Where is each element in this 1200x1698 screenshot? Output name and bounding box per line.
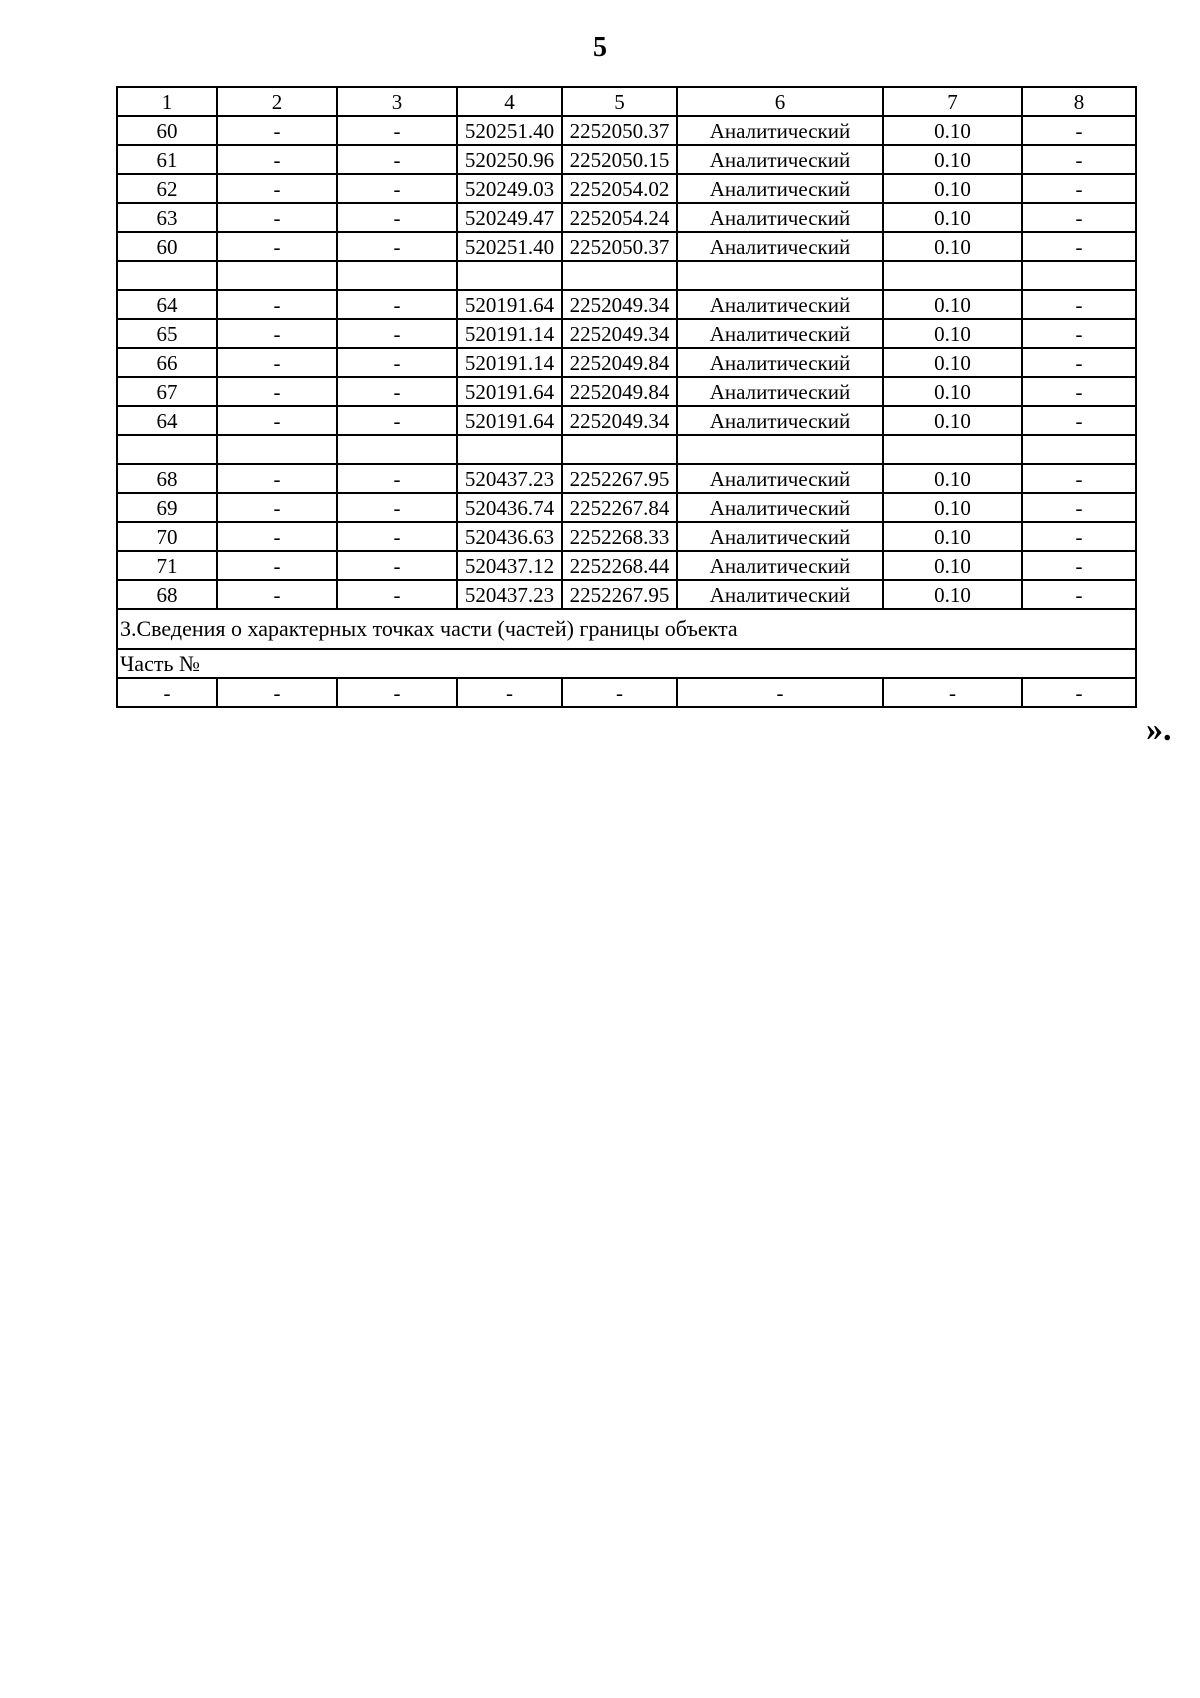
- table-row: [117, 580, 1136, 609]
- table-cell-col-6: Аналитический: [677, 580, 883, 609]
- table-spacer-row: [117, 261, 1136, 290]
- table-cell-col-3: -: [337, 174, 457, 203]
- table-cell-col-2: 2: [217, 87, 337, 116]
- table-cell-col-4: 520250.96: [457, 145, 562, 174]
- table-row: [117, 174, 1136, 203]
- table-row: [117, 290, 1136, 319]
- table-cell-col-2: -: [217, 174, 337, 203]
- table-empty-cell: [883, 261, 1022, 290]
- table-cell-col-7: 0.10: [883, 174, 1022, 203]
- table-cell-col-8: -: [1022, 493, 1136, 522]
- table-cell-col-1: 63: [117, 203, 217, 232]
- table-cell-col-4: 4: [457, 87, 562, 116]
- table-cell-col-5: 2252050.37: [562, 116, 677, 145]
- table-cell-col-3: -: [337, 678, 457, 707]
- table-cell-col-6: Аналитический: [677, 522, 883, 551]
- table-cell-col-5: -: [562, 678, 677, 707]
- table-cell-col-7: 0.10: [883, 319, 1022, 348]
- closing-quote-mark: ».: [1146, 711, 1172, 748]
- table-cell-col-3: -: [337, 580, 457, 609]
- table-cell-col-1: 67: [117, 377, 217, 406]
- table-cell-col-2: -: [217, 116, 337, 145]
- table-cell-col-3: -: [337, 522, 457, 551]
- table-cell-col-7: 0.10: [883, 551, 1022, 580]
- table-cell-col-1: 68: [117, 580, 217, 609]
- table-cell-col-3: -: [337, 116, 457, 145]
- table-cell-col-7: 0.10: [883, 232, 1022, 261]
- table-cell-col-3: -: [337, 290, 457, 319]
- table-cell-col-1: 1: [117, 87, 217, 116]
- table-empty-cell: [562, 435, 677, 464]
- table-row: [117, 522, 1136, 551]
- table-cell-col-5: 2252049.84: [562, 348, 677, 377]
- table-final-row: [117, 678, 1136, 707]
- table-cell-col-1: 65: [117, 319, 217, 348]
- table-cell-col-3: -: [337, 377, 457, 406]
- section-title-row: [117, 609, 1136, 649]
- table-cell-col-5: 5: [562, 87, 677, 116]
- table-cell-col-1: 64: [117, 406, 217, 435]
- table-spacer-row: [117, 435, 1136, 464]
- table-cell-col-8: -: [1022, 203, 1136, 232]
- table-cell-col-7: 7: [883, 87, 1022, 116]
- table-cell-col-8: -: [1022, 377, 1136, 406]
- table-cell-col-4: 520436.74: [457, 493, 562, 522]
- table-cell-col-8: -: [1022, 551, 1136, 580]
- table-cell-col-3: -: [337, 348, 457, 377]
- table-cell-col-2: -: [217, 678, 337, 707]
- table-empty-cell: [562, 261, 677, 290]
- table-row: [117, 116, 1136, 145]
- table-row: [117, 203, 1136, 232]
- table-cell-col-5: 2252267.95: [562, 580, 677, 609]
- table-cell-col-5: 2252050.37: [562, 232, 677, 261]
- table-empty-cell: [1022, 261, 1136, 290]
- table-cell-col-5: 2252054.02: [562, 174, 677, 203]
- table-cell-col-3: -: [337, 232, 457, 261]
- table-cell-col-4: 520437.12: [457, 551, 562, 580]
- section-title: 3.Сведения о характерных точках части (частей) границы объекта: [117, 609, 1136, 649]
- table-cell-col-6: Аналитический: [677, 493, 883, 522]
- table-cell-col-1: 60: [117, 232, 217, 261]
- table-cell-col-8: -: [1022, 522, 1136, 551]
- table-cell-col-4: 520249.47: [457, 203, 562, 232]
- table-cell-col-3: -: [337, 319, 457, 348]
- table-cell-col-4: 520191.64: [457, 290, 562, 319]
- table-cell-col-5: 2252267.95: [562, 464, 677, 493]
- table-cell-col-6: Аналитический: [677, 319, 883, 348]
- table-cell-col-2: -: [217, 290, 337, 319]
- table-cell-col-2: -: [217, 580, 337, 609]
- table-empty-cell: [117, 261, 217, 290]
- table-cell-col-3: -: [337, 406, 457, 435]
- table-cell-col-6: Аналитический: [677, 464, 883, 493]
- table-cell-col-6: Аналитический: [677, 406, 883, 435]
- table-empty-cell: [677, 435, 883, 464]
- table-cell-col-6: Аналитический: [677, 232, 883, 261]
- table-cell-col-8: -: [1022, 116, 1136, 145]
- table-cell-col-6: Аналитический: [677, 551, 883, 580]
- table-row: [117, 348, 1136, 377]
- table-cell-col-4: 520251.40: [457, 116, 562, 145]
- table-cell-col-6: Аналитический: [677, 290, 883, 319]
- part-label: Часть №: [117, 649, 1136, 678]
- table-cell-col-7: 0.10: [883, 203, 1022, 232]
- table-empty-cell: [117, 435, 217, 464]
- table-empty-cell: [1022, 435, 1136, 464]
- table-cell-col-5: 2252049.84: [562, 377, 677, 406]
- table-empty-cell: [677, 261, 883, 290]
- table-cell-col-7: 0.10: [883, 348, 1022, 377]
- table-row: [117, 377, 1136, 406]
- table-cell-col-5: 2252268.44: [562, 551, 677, 580]
- table-cell-col-1: 69: [117, 493, 217, 522]
- table-cell-col-1: 62: [117, 174, 217, 203]
- table-cell-col-7: 0.10: [883, 145, 1022, 174]
- table-cell-col-6: Аналитический: [677, 116, 883, 145]
- table-cell-col-1: 71: [117, 551, 217, 580]
- table-header-row: [117, 87, 1136, 116]
- table-cell-col-6: Аналитический: [677, 203, 883, 232]
- table-cell-col-2: -: [217, 232, 337, 261]
- table-cell-col-7: -: [883, 678, 1022, 707]
- table-cell-col-2: -: [217, 145, 337, 174]
- table-cell-col-6: Аналитический: [677, 145, 883, 174]
- table-cell-col-1: -: [117, 678, 217, 707]
- table-cell-col-8: -: [1022, 145, 1136, 174]
- table-cell-col-1: 68: [117, 464, 217, 493]
- table-empty-cell: [217, 435, 337, 464]
- table-cell-col-5: 2252049.34: [562, 406, 677, 435]
- table-cell-col-3: -: [337, 493, 457, 522]
- table-cell-col-8: 8: [1022, 87, 1136, 116]
- part-label-row: [117, 649, 1136, 678]
- table-cell-col-2: -: [217, 203, 337, 232]
- table-row: [117, 464, 1136, 493]
- table-cell-col-6: Аналитический: [677, 377, 883, 406]
- table-row: [117, 406, 1136, 435]
- table-cell-col-2: -: [217, 464, 337, 493]
- table-cell-col-4: 520191.64: [457, 377, 562, 406]
- table-cell-col-5: 2252267.84: [562, 493, 677, 522]
- table-cell-col-7: 0.10: [883, 406, 1022, 435]
- table-empty-cell: [457, 261, 562, 290]
- table-cell-col-7: 0.10: [883, 377, 1022, 406]
- table-cell-col-7: 0.10: [883, 116, 1022, 145]
- table-empty-cell: [217, 261, 337, 290]
- table-cell-col-2: -: [217, 348, 337, 377]
- table-cell-col-2: -: [217, 319, 337, 348]
- table-row: [117, 232, 1136, 261]
- coordinates-table: [116, 86, 1137, 708]
- table-cell-col-7: 0.10: [883, 522, 1022, 551]
- table-cell-col-3: 3: [337, 87, 457, 116]
- table-cell-col-1: 60: [117, 116, 217, 145]
- table-cell-col-3: -: [337, 464, 457, 493]
- table-cell-col-4: 520249.03: [457, 174, 562, 203]
- table-cell-col-1: 64: [117, 290, 217, 319]
- table-cell-col-4: 520437.23: [457, 580, 562, 609]
- table-cell-col-7: 0.10: [883, 580, 1022, 609]
- table-cell-col-4: -: [457, 678, 562, 707]
- table-cell-col-8: -: [1022, 319, 1136, 348]
- table-cell-col-8: -: [1022, 290, 1136, 319]
- table-cell-col-5: 2252268.33: [562, 522, 677, 551]
- table-cell-col-3: -: [337, 145, 457, 174]
- table-cell-col-5: 2252049.34: [562, 290, 677, 319]
- table-cell-col-6: 6: [677, 87, 883, 116]
- table-cell-col-4: 520437.23: [457, 464, 562, 493]
- table-cell-col-5: 2252054.24: [562, 203, 677, 232]
- table-cell-col-2: -: [217, 522, 337, 551]
- table-cell-col-8: -: [1022, 232, 1136, 261]
- page-number: 5: [593, 32, 607, 63]
- table-row: [117, 493, 1136, 522]
- table-cell-col-4: 520436.63: [457, 522, 562, 551]
- table-cell-col-8: -: [1022, 348, 1136, 377]
- table-cell-col-6: -: [677, 678, 883, 707]
- table-cell-col-1: 66: [117, 348, 217, 377]
- table-cell-col-3: -: [337, 551, 457, 580]
- table-cell-col-8: -: [1022, 406, 1136, 435]
- table-cell-col-2: -: [217, 493, 337, 522]
- table-row: [117, 551, 1136, 580]
- table-cell-col-4: 520191.14: [457, 348, 562, 377]
- table-cell-col-4: 520191.64: [457, 406, 562, 435]
- table-cell-col-1: 70: [117, 522, 217, 551]
- table-cell-col-5: 2252049.34: [562, 319, 677, 348]
- table-cell-col-7: 0.10: [883, 464, 1022, 493]
- table-empty-cell: [337, 435, 457, 464]
- table-cell-col-4: 520191.14: [457, 319, 562, 348]
- table-cell-col-1: 61: [117, 145, 217, 174]
- table-empty-cell: [337, 261, 457, 290]
- table-cell-col-3: -: [337, 203, 457, 232]
- table-cell-col-7: 0.10: [883, 290, 1022, 319]
- table-row: [117, 319, 1136, 348]
- table-cell-col-6: Аналитический: [677, 174, 883, 203]
- table-cell-col-8: -: [1022, 174, 1136, 203]
- table-cell-col-2: -: [217, 406, 337, 435]
- table-empty-cell: [883, 435, 1022, 464]
- table-empty-cell: [457, 435, 562, 464]
- table-cell-col-4: 520251.40: [457, 232, 562, 261]
- table-cell-col-7: 0.10: [883, 493, 1022, 522]
- table-cell-col-5: 2252050.15: [562, 145, 677, 174]
- table-cell-col-2: -: [217, 377, 337, 406]
- table-cell-col-8: -: [1022, 678, 1136, 707]
- table-cell-col-6: Аналитический: [677, 348, 883, 377]
- table-row: [117, 145, 1136, 174]
- table-cell-col-2: -: [217, 551, 337, 580]
- table-cell-col-8: -: [1022, 464, 1136, 493]
- table-cell-col-8: -: [1022, 580, 1136, 609]
